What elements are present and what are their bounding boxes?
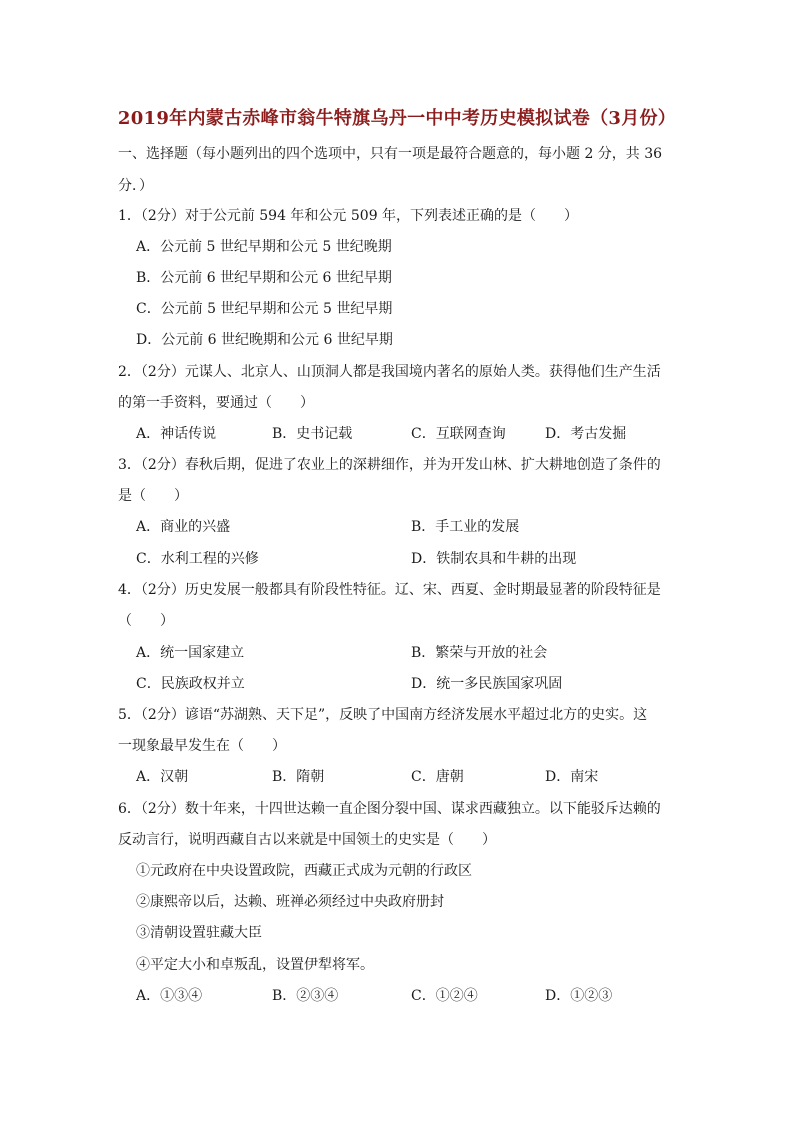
- question-6-statement-1: ①元政府在中央设置政院，西藏正式成为元朝的行政区: [136, 863, 472, 879]
- question-5-option-b: B．隋朝: [272, 769, 325, 785]
- question-2-option-a: A．神话传说: [136, 426, 217, 442]
- question-4-stem-cont: （ ）: [118, 613, 174, 629]
- question-6-option-b: B．②③④: [272, 988, 339, 1004]
- section-instruction: 一、选择题（每小题列出的四个选项中，只有一项是最符合题意的，每小题 2 分，共 36: [118, 146, 663, 162]
- question-2-option-c: C．互联网查询: [411, 426, 506, 442]
- question-5-stem-cont: 一现象最早发生在（ ）: [118, 738, 286, 754]
- question-2-option-d: D．考古发掘: [545, 426, 627, 442]
- exam-title: 2019年内蒙古赤峰市翁牛特旗乌丹一中中考历史模拟试卷（3月份）: [117, 108, 677, 129]
- question-5-option-c: C．唐朝: [411, 769, 464, 785]
- question-3-stem: 3．（2分）春秋后期，促进了农业上的深耕细作，并为开发山林、扩大耕地创造了条件的: [118, 457, 661, 473]
- question-4-option-d: D．统一多民族国家巩固: [411, 676, 563, 692]
- question-6-stem: 6．（2分）数十年来，十四世达赖一直企图分裂中国、谋求西藏独立。以下能驳斥达赖的: [118, 801, 661, 817]
- question-4-option-a: A．统一国家建立: [136, 645, 245, 661]
- question-3-stem-cont: 是（ ）: [118, 488, 188, 504]
- question-4-option-c: C．民族政权并立: [136, 676, 245, 692]
- question-1-option-d: D．公元前 6 世纪晚期和公元 6 世纪早期: [136, 332, 393, 348]
- question-2-stem-cont: 的第一手资料，要通过（ ）: [118, 395, 314, 411]
- question-6-option-d: D．①②③: [545, 988, 613, 1004]
- question-3-option-c: C．水利工程的兴修: [136, 551, 259, 567]
- question-2-option-b: B．史书记载: [272, 426, 353, 442]
- question-1-stem: 1．（2分）对于公元前 594 年和公元 509 年，下列表述正确的是（ ）: [118, 208, 579, 224]
- question-3-option-d: D．铁制农具和牛耕的出现: [411, 551, 577, 567]
- question-1-option-b: B．公元前 6 世纪早期和公元 6 世纪早期: [136, 270, 392, 286]
- question-5-option-a: A．汉朝: [136, 769, 189, 785]
- question-6-statement-3: ③清朝设置驻藏大臣: [136, 925, 262, 941]
- question-4-stem: 4．（2分）历史发展一般都具有阶段性特征。辽、宋、西夏、金时期最显著的阶段特征是: [118, 582, 661, 598]
- question-5-stem: 5．（2分）谚语“苏湖熟、天下足”，反映了中国南方经济发展水平超过北方的史实。这: [118, 707, 648, 723]
- question-6-statement-4: ④平定大小和卓叛乱，设置伊犁将军。: [136, 957, 374, 973]
- question-3-option-a: A．商业的兴盛: [136, 519, 231, 535]
- question-1-option-a: A．公元前 5 世纪早期和公元 5 世纪晚期: [136, 239, 392, 255]
- question-4-option-b: B．繁荣与开放的社会: [411, 645, 548, 661]
- question-6-statement-2: ②康熙帝以后，达赖、班禅必须经过中央政府册封: [136, 894, 444, 910]
- question-6-option-a: A．①③④: [136, 988, 203, 1004]
- question-6-option-c: C．①②④: [411, 988, 478, 1004]
- section-instruction-cont: 分．）: [118, 178, 153, 194]
- question-3-option-b: B．手工业的发展: [411, 519, 520, 535]
- question-1-option-c: C．公元前 5 世纪早期和公元 5 世纪早期: [136, 301, 393, 317]
- question-5-option-d: D．南宋: [545, 769, 599, 785]
- question-2-stem: 2．（2分）元谋人、北京人、山顶洞人都是我国境内著名的原始人类。获得他们生产生活: [118, 364, 661, 380]
- question-6-stem-cont: 反动言行，说明西藏自古以来就是中国领土的史实是（ ）: [118, 832, 496, 848]
